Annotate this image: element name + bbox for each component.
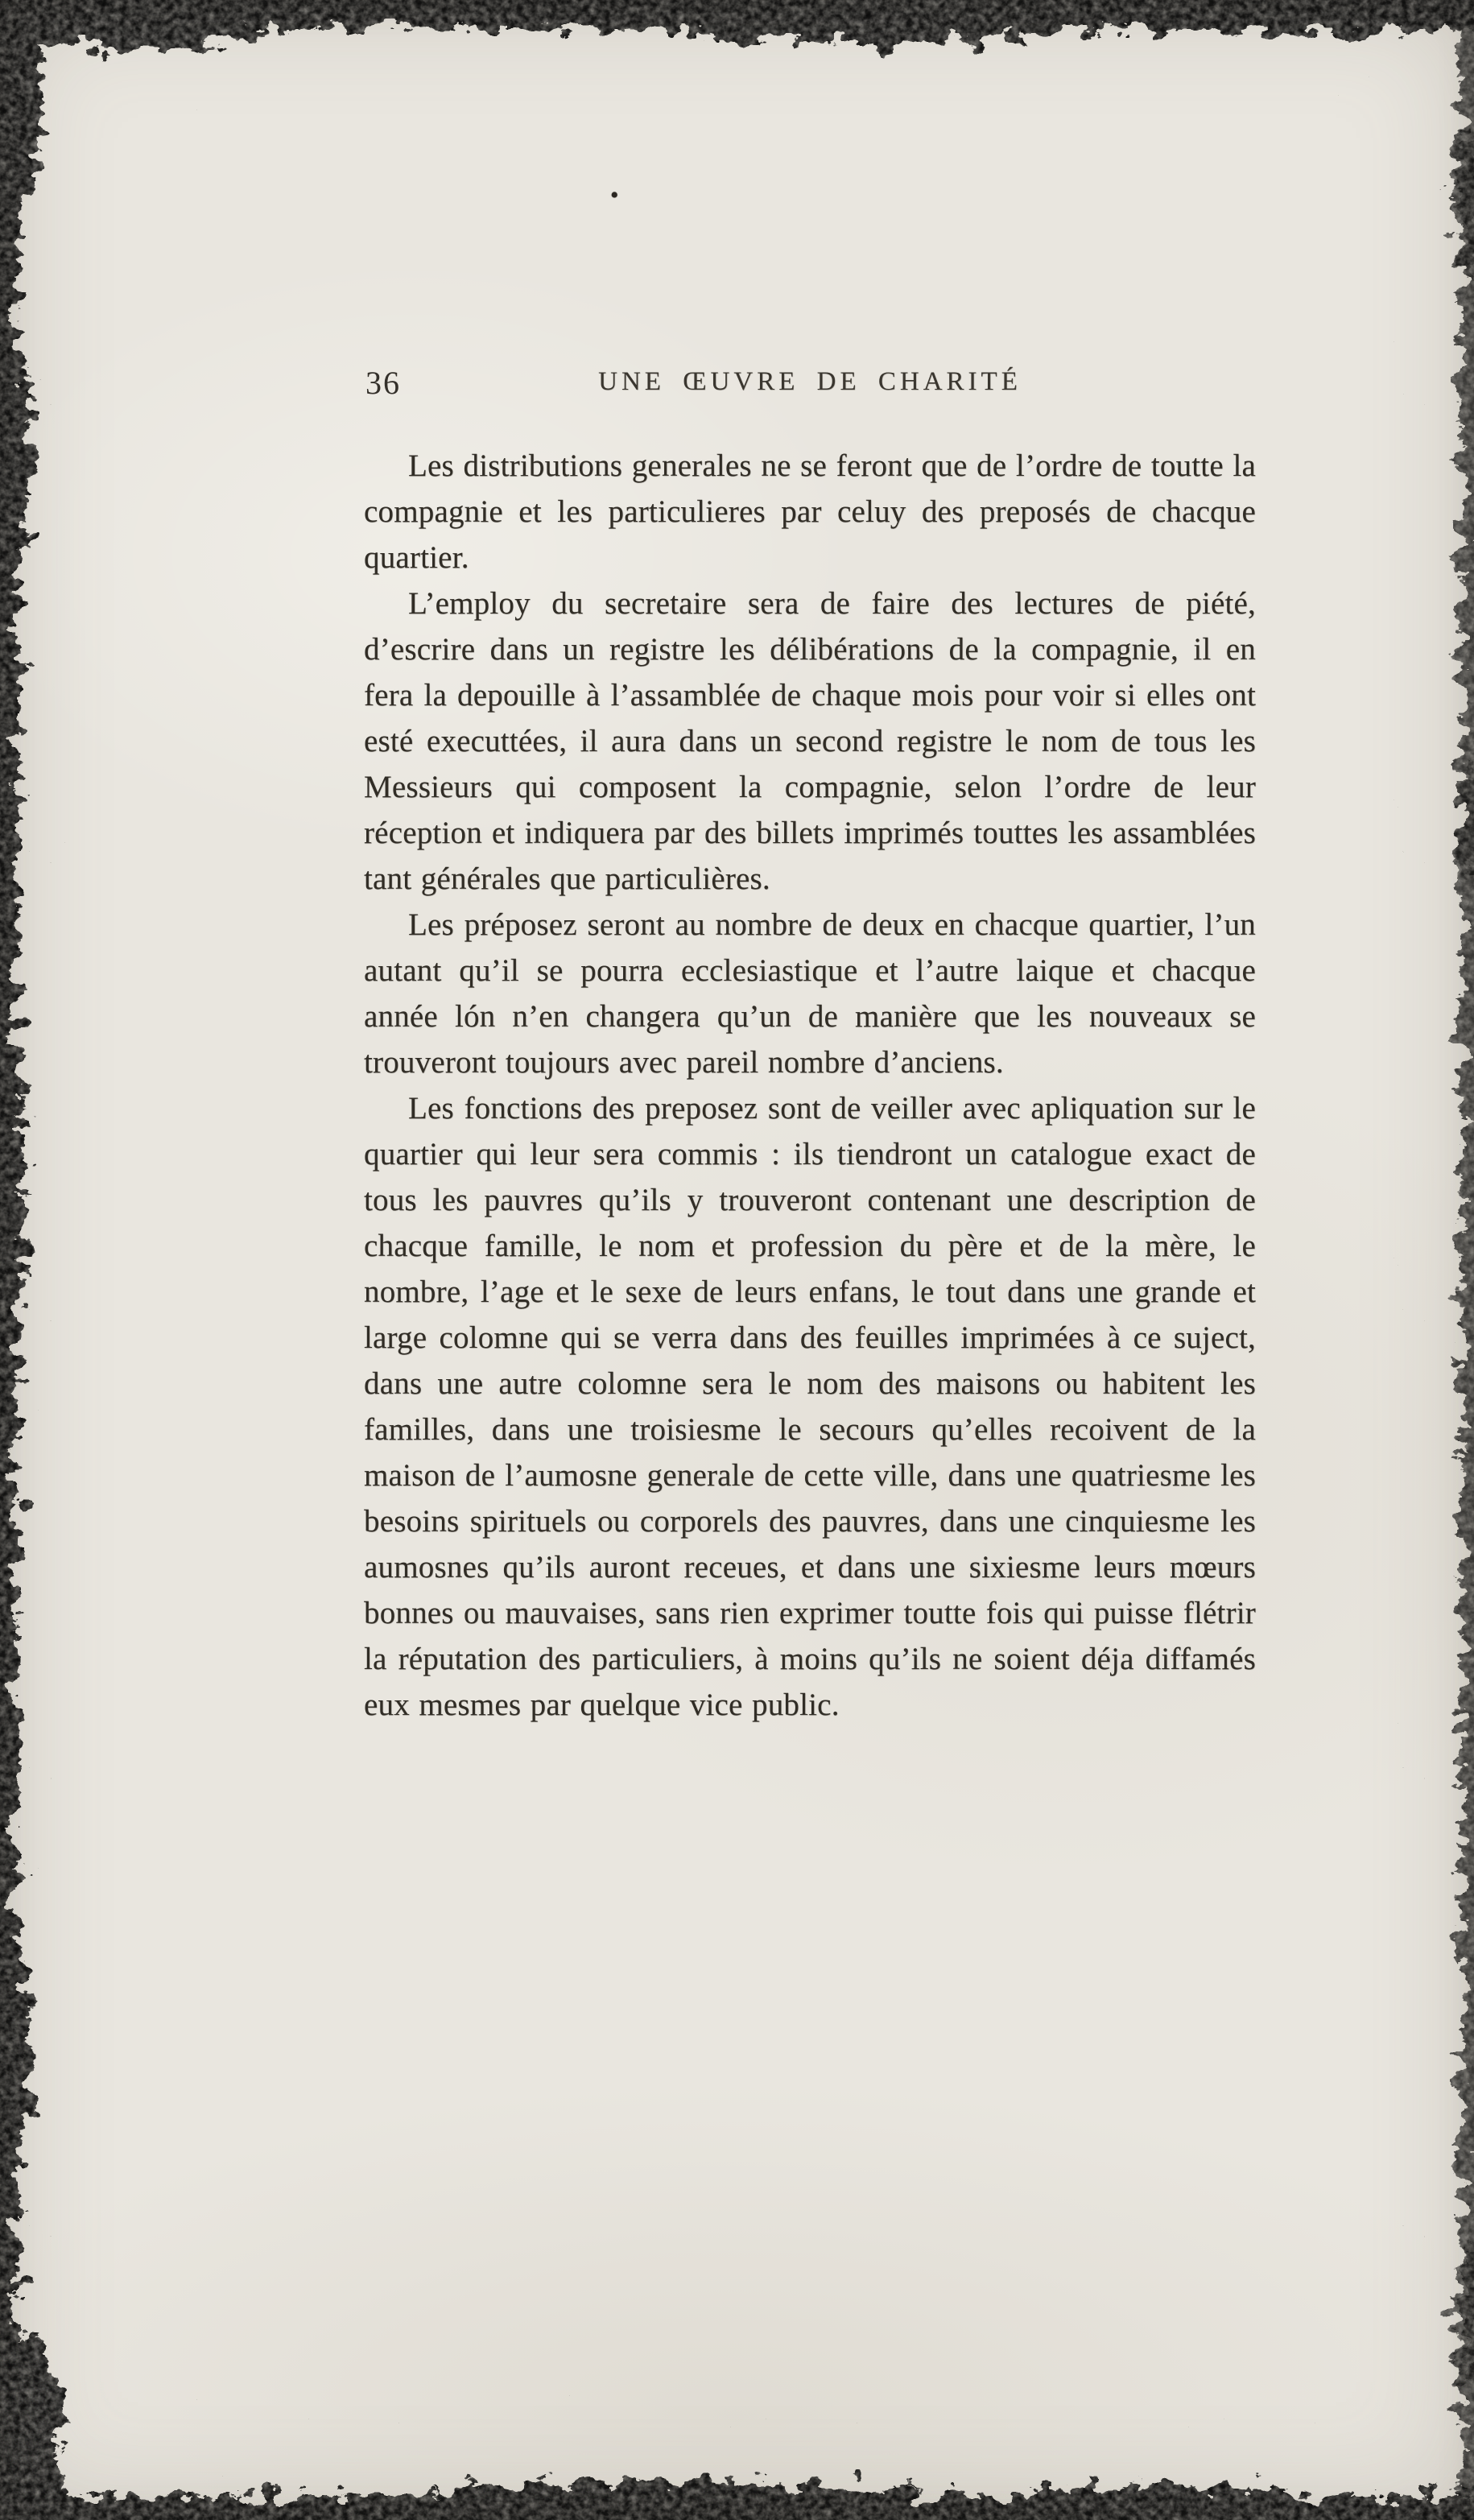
page-header <box>364 361 1256 403</box>
paragraph: Les distributions generales ne se feront que de l’ordre de toutte la compagnie et les particulieres par celuy des preposés de chacque quartier. <box>364 448 1256 575</box>
paragraph: Les préposez seront au nombre de deux en chacque quartier, l’un autant qu’il se pourra ecclesiastique et l’autre laique et chacque année lón n’en changera qu’un de manière que les nouveaux se trouveront toujours avec pareil nombre d’anciens. <box>364 907 1256 1080</box>
text-block <box>364 361 1256 1728</box>
running-header: UNE ŒUVRE DE CHARITÉ <box>598 367 1022 396</box>
paragraph: L’employ du secretaire sera de faire des lectures de piété, d’escrire dans un registre les délibérations de la compagnie, il en fera la depouille à l’assamblée de chaque mois pour voir si elles ont esté executtées, il aura dans un second registre le nom de tous les Messieurs qui composent la compagnie, selon l’ordre de leur réception et indiquera par des billets imprimés touttes les assamblées tant générales que particulières. <box>364 586 1256 896</box>
page-body <box>364 443 1256 1728</box>
ink-dot: • <box>610 182 619 209</box>
paragraph: Les fonctions des preposez sont de veiller avec apliquation sur le quartier qui leur sera commis : ils tiendront un catalogue exact de tous les pauvres qu’ils y trouveront contenant une description de chacque famille, le nom et profession du père et de la mère, le nombre, l’age et le sexe de leurs enfans, le tout dans une grande et large colomne qui se verra dans des feuilles imprimées à ce suject, dans une autre colomne sera le nom des maisons ou habitent les familles, dans une troisiesme le secours qu’elles recoivent de la maison de l’aumosne generale de cette ville, dans une quatriesme les besoins spirituels ou corporels des pauvres, dans une cinquiesme les aumosnes qu’ils auront receues, et dans une sixiesme leurs mœurs bonnes ou mauvaises, sans rien exprimer toutte fois qui puisse flétrir la réputation des particuliers, à moins qu’ils ne soient déja diffamés eux mesmes par quelque vice public. <box>364 1091 1256 1722</box>
page-number: 36 <box>365 365 401 401</box>
